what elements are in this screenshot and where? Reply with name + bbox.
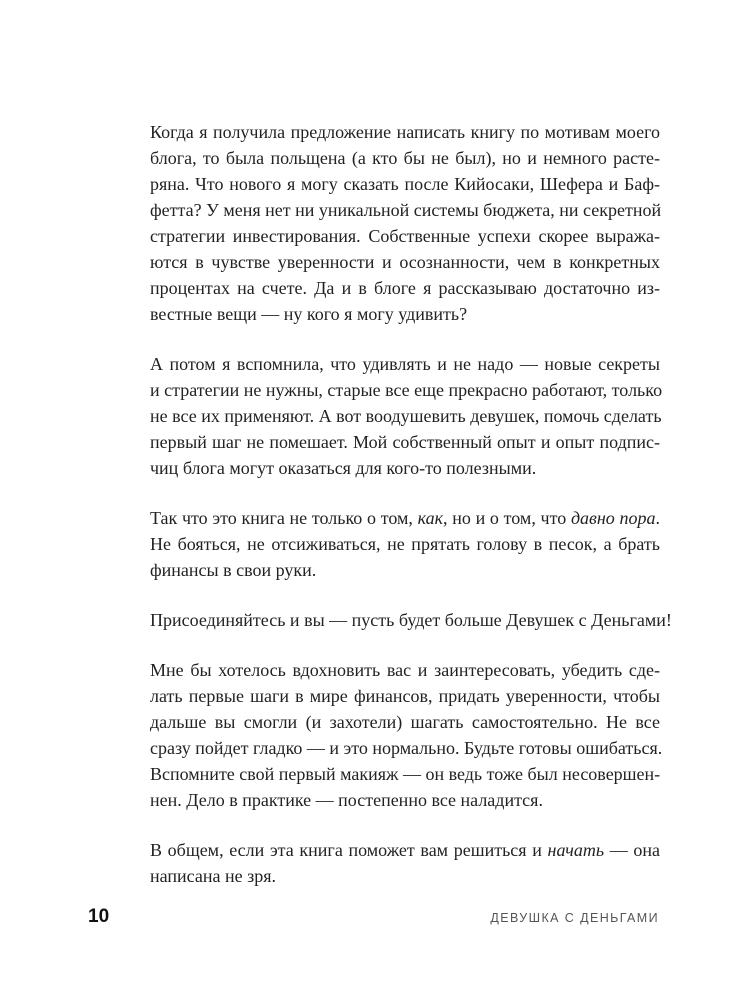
text-run: — она <box>604 840 660 860</box>
text-run: Так что это книга не только о том, <box>150 508 418 528</box>
page-footer <box>0 906 747 930</box>
text-line: первый шаг не помешает. Мой собственный опыт и опыт подпис- <box>150 432 660 452</box>
text-line: Вспомните свой первый макияж — он ведь тоже был несовершен- <box>150 764 661 784</box>
emphasis-davno-pora: давно пора <box>570 508 656 528</box>
paragraph-4 <box>150 607 672 633</box>
text-line: Когда я получила предложение написать книгу по мотивам моего <box>150 122 660 142</box>
paragraph-2 <box>150 351 663 481</box>
text-line: сразу пойдет гладко — и это нормально. Будьте готовы ошибаться. <box>150 738 663 758</box>
text-line: дальше вы смогли (и захотели) шагать самостоятельно. Не все <box>150 712 660 732</box>
text-line: нен. Дело в практике — постепенно все наладится. <box>150 790 543 810</box>
paragraph-1 <box>150 119 660 327</box>
text-line: не все их применяют. А вот воодушевить девушек, помочь сделать <box>150 406 662 426</box>
text-line <box>150 505 660 531</box>
text-line: ются в чувстве уверенности и осознанности, чем в конкретных <box>150 252 660 272</box>
text-line: написана не зря. <box>150 866 276 886</box>
text-line: и стратегии не нужны, старые все еще прекрасно работают, только <box>150 380 663 400</box>
paragraph-3 <box>150 505 660 583</box>
text-line: чиц блога могут оказаться для кого-то полезными. <box>150 458 537 478</box>
text-run: . <box>655 508 660 528</box>
text-line <box>150 837 660 863</box>
text-line: ряна. Что нового я могу сказать после Кийосаки, Шефера и Баф- <box>150 174 660 194</box>
text-line: Не бояться, не отсиживаться, не прятать голову в песок, а брать <box>150 534 660 554</box>
text-line: стратегии инвестирования. Собственные успехи скорее выража- <box>150 226 660 246</box>
text-line: лать первые шаги в мире финансов, придать уверенности, чтобы <box>150 686 660 706</box>
text-run: В общем, если эта книга поможет вам решиться и <box>150 840 548 860</box>
text-line: Мне бы хотелось вдохновить вас и заинтересовать, убедить сде- <box>150 660 660 680</box>
paragraph-6 <box>150 837 660 889</box>
text-line: А потом я вспомнила, что удивлять и не надо — новые секреты <box>150 354 660 374</box>
body-text <box>150 119 672 889</box>
running-title: ДЕВУШКА С ДЕНЬГАМИ <box>490 911 659 925</box>
text-line: вестные вещи — ну кого я могу удивить? <box>150 304 468 324</box>
emphasis-kak: как <box>417 508 444 528</box>
text-line: фетта? У меня нет ни уникальной системы бюджета, ни секретной <box>150 200 662 220</box>
emphasis-nachat: начать <box>547 840 605 860</box>
text-line: финансы в свои руки. <box>150 560 317 580</box>
text-line: блога, то была польщена (а кто бы не был), но и немного расте- <box>150 148 660 168</box>
text-line: процентах на счете. Да и в блоге я рассказываю достаточно из- <box>150 278 660 298</box>
page-number: 10 <box>88 906 110 927</box>
text-line: Присоединяйтесь и вы — пусть будет больше Девушек с Деньгами! <box>150 610 672 630</box>
text-run: , но и о том, что <box>443 508 571 528</box>
paragraph-5 <box>150 657 663 813</box>
